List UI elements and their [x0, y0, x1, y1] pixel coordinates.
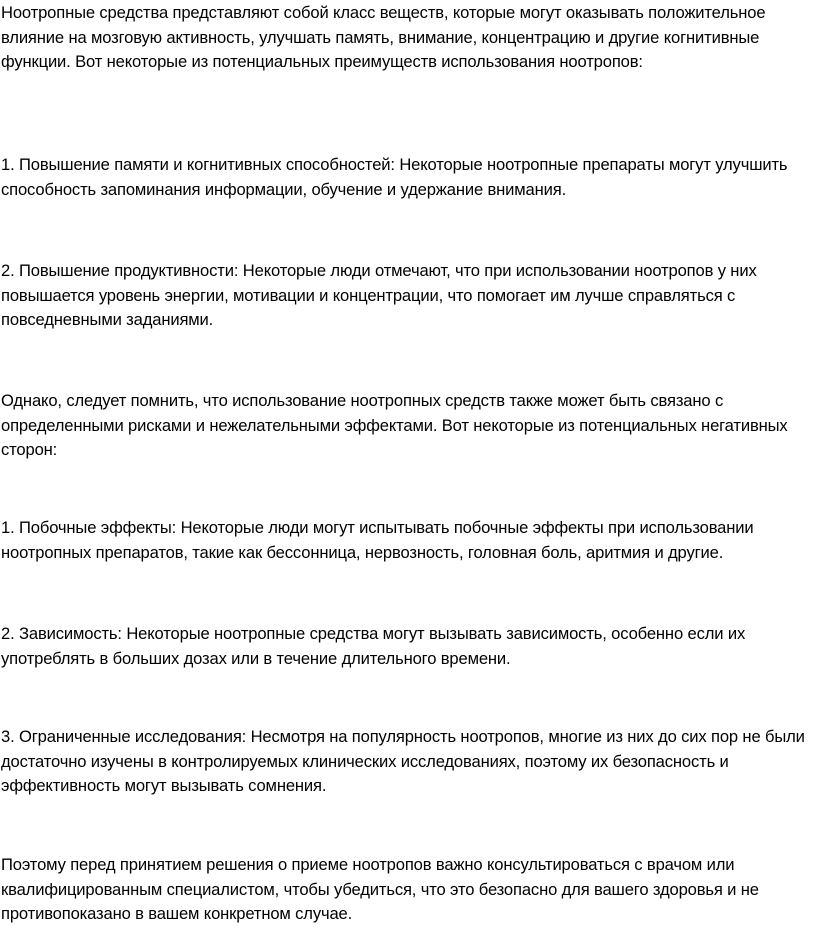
conclusion-paragraph: Поэтому перед принятием решения о приеме ноотропов важно консультироваться с врачом или квалифицированным специалистом, чтобы убедиться, что это безопасно для вашего здоровья и не противопоказано в вашем конкретном случае. — [1, 855, 759, 923]
benefit-item-productivity: 2. Повышение продуктивности: Некоторые люди отмечают, что при использовании ноотропов у них повышается уровень энергии, мотивации и концентрации, что помогает им лучше справляться с повседневными заданиями. — [1, 261, 757, 329]
risks-intro-paragraph: Однако, следует помнить, что использование ноотропных средств также может быть связано с определенными рисками и нежелательными эффектами. Вот некоторые из потенциальных негативных сторон: — [1, 391, 788, 459]
risk-item-side-effects: 1. Побочные эффекты: Некоторые люди могут испытывать побочные эффекты при использовании ноотропных препаратов, такие как бессонница, нервозность, головная боль, аритмия и другие. — [1, 518, 754, 562]
benefit-item-memory: 1. Повышение памяти и когнитивных способностей: Некоторые ноотропные препараты могут улучшить способность запоминания информации, обучение и удержание внимания. — [1, 155, 788, 199]
intro-paragraph: Ноотропные средства представляют собой класс веществ, которые могут оказывать положительное влияние на мозговую активность, улучшать память, внимание, концентрацию и другие когнитивные функции. Вот некоторые из потенциальных преимуществ использования ноотропов: — [1, 3, 766, 71]
risk-item-dependence: 2. Зависимость: Некоторые ноотропные средства могут вызывать зависимость, особенно если их употреблять в больших дозах или в течение длительного времени. — [1, 624, 746, 668]
risk-item-limited-research: 3. Ограниченные исследования: Несмотря на популярность ноотропов, многие из них до сих пор не были достаточно изучены в контролируемых клинических исследованиях, поэтому их безопасность и эффективность могут вызывать сомнения. — [1, 727, 805, 795]
